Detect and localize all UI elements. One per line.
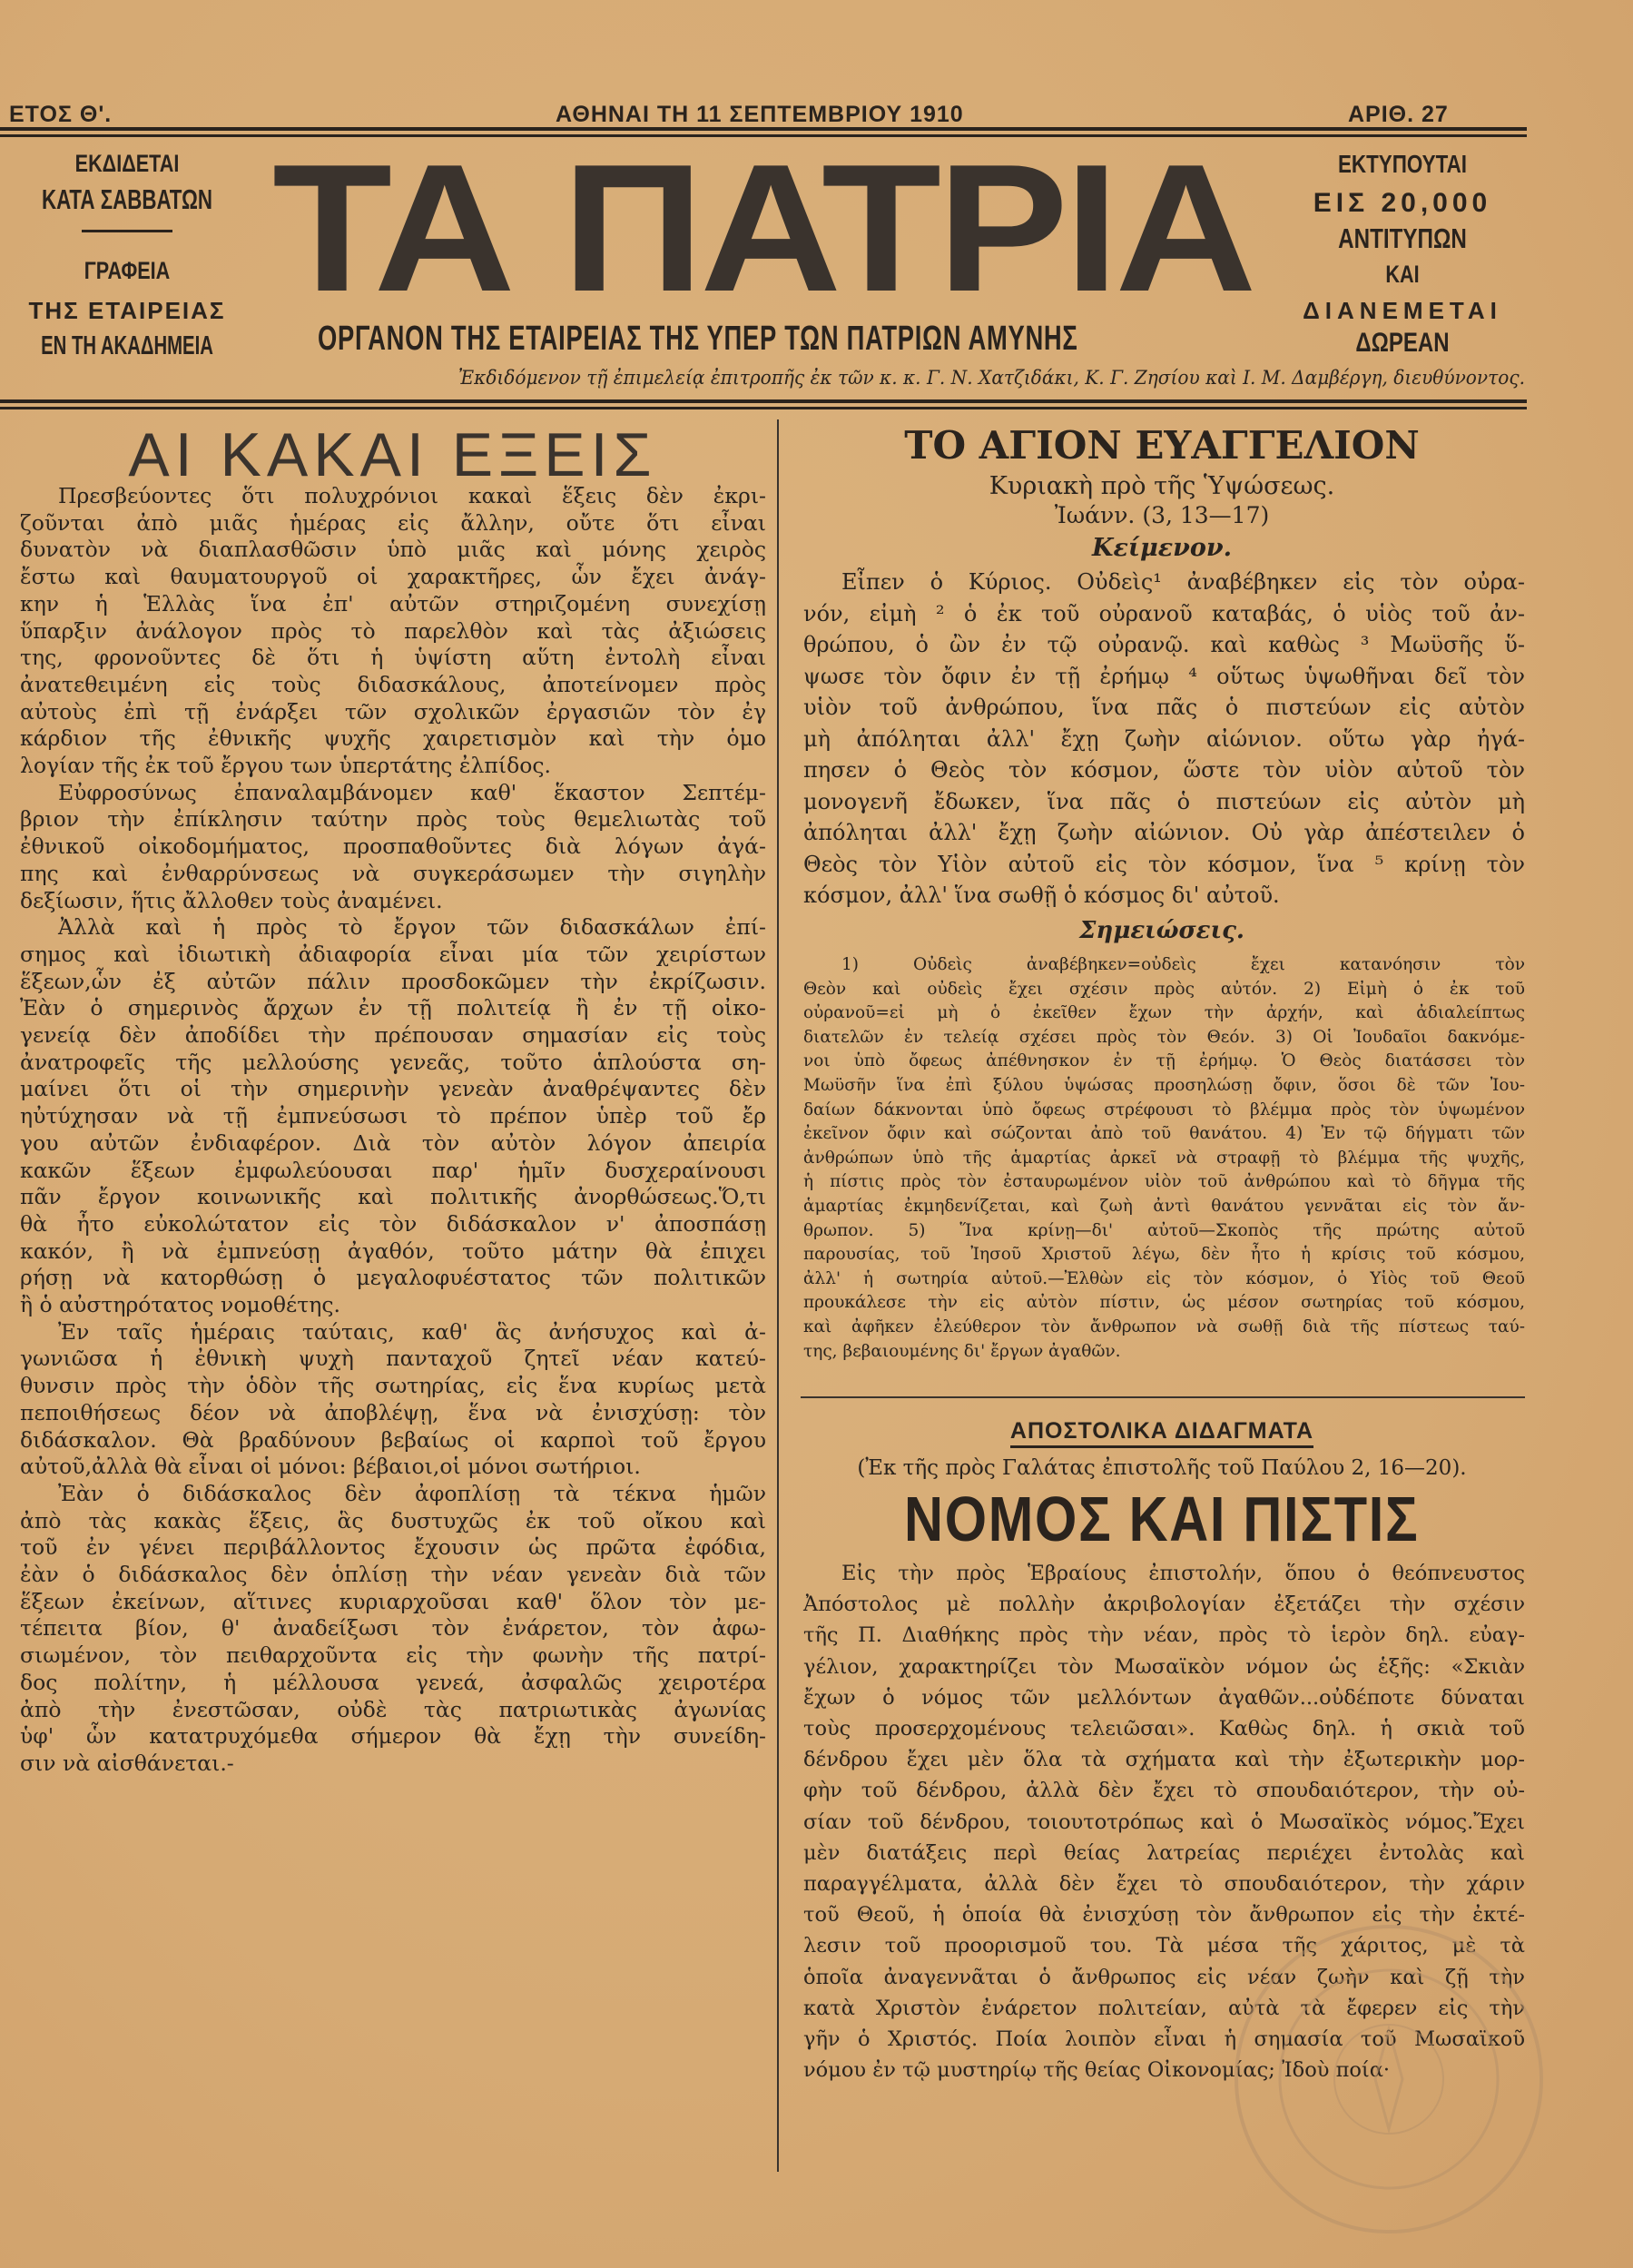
text-line: καὶ ἀφῆκεν ἐλεύθερον τὸν ἄνθρωπον νὰ σωθῇ διὰ τῆς πίστεως ταύ- (803, 1317, 1525, 1336)
text-line: νοι ὑπὸ ὄφεως ἀπέθνησκον ἐν τῇ ἐρήμῳ. Ὁ Θεὸς διατάσσει τὸν (803, 1051, 1525, 1071)
seal-stamp-icon (1230, 1920, 1548, 2238)
text-line: κάρδιον τῆς ἐθνικῆς ψυχῆς χαιρετισμὸν καὶ τὴν ὁμο (20, 725, 766, 752)
text-line: Ἀπόστολος μὲ πολλὴν ἀκριβολογίαν ἐξετάζει τὴν σχέσιν (803, 1593, 1525, 1617)
text-line: κακῶν ἕξεων ἐμφωλεύουσαι παρ' ἡμῖν δυσχεραίνουσι (20, 1157, 766, 1183)
text-line: δαίων δάκνονται ὑπὸ ὄφεως στρέφουσι τὸ βλέμμα πρὸς τὸν ὑψωμένον (803, 1099, 1525, 1119)
text-line: θυνσιν πρὸς τὴν ὁδὸν τῆς σωτηρίας, εἰς ἕνα κυρίως μετὰ (20, 1373, 766, 1399)
text-line: σημος καὶ ἰδιωτικὴ ἀδιαφορία εἶναι μία τῶν χειρίστων (20, 941, 766, 967)
text-line: τοὺς προσερχομένους τελειῶσαι». Καθὼς δηλ. ἡ σκιὰ τοῦ (803, 1717, 1525, 1740)
text-line: γωνιῶσα ἡ ἐθνικὴ ψυχὴ πανταχοῦ ζητεῖ νέαν κατεύ- (20, 1346, 766, 1372)
text-line: ψωσε τὸν ὄφιν ἐν τῇ ἐρήμῳ ⁴ οὕτως ὑψωθῆναι δεῖ τὸν (803, 663, 1525, 689)
text-line: αὐτοὺς ἐπὶ τῇ ἐνάρξει τῶν σχολικῶν ἐργασιῶν τὸν ἐγ (20, 698, 766, 725)
text-line: ἡ πίστις πρὸς τὸν ἐσταυρωμένον υἱὸν τοῦ ἀνθρώπου καὶ τὸ δῆγμα τῆς (803, 1172, 1525, 1192)
text-line: σιν νὰ αἰσθάνεται.- (20, 1750, 234, 1776)
text-line: βριον τὴν ἐπίκλησιν ταύτην πρὸς τοὺς θεμελιωτὰς τοῦ (20, 806, 766, 833)
left-box-line: ΕΚΔΙΔΕΤΑΙ (74, 150, 180, 177)
apostolic-section-label: ΑΠΟΣΤΟΛΙΚΑ ΔΙΔΑΓΜΑΤΑ (1010, 1418, 1313, 1448)
apostolic-title-text: ΝΟΜΟΣ ΚΑΙ ΠΙΣΤΙΣ (904, 1484, 1420, 1554)
text-line: οὐρανοῦ=εἰ μὴ ὁ ἐκεῖθεν ἔχων τὴν ἀρχήν, καὶ ἀδιαλείπτως (803, 1003, 1525, 1023)
text-line: της, φρονοῦντες δὲ ὅτι ἡ ὑψίστη αὕτη ἐντολὴ εἶναι (20, 645, 766, 671)
text-line: πᾶν ἔργον κοινωνικῆς καὶ πολιτικῆς ἀνορθώσεως.Ὅ,τι (20, 1184, 766, 1210)
column-divider (777, 419, 779, 2172)
text-line: μαίνει ὅτι οἱ τὴν σημερινὴν γενεὰν ἀναθρέψαντες δὲν (20, 1076, 766, 1102)
text-line: ἀπὸ τὰς κακὰς ἕξεις, ἃς δυστυχῶς ἐκ τοῦ οἴκου καὶ (20, 1507, 766, 1533)
gospel-title: ΤΟ ΑΓΙΟΝ ΕΥΑΓΓΕΛΙΟΝ (904, 423, 1420, 468)
text-line: ἐκεῖνον ὄφιν καὶ σώζονται ἀπὸ τοῦ θανάτου. 4) Ἐν τῷ δήγματι τῶν (803, 1124, 1525, 1144)
right-box-line: ΚΑΙ (1385, 261, 1420, 288)
notes-heading: Σημειώσεις. (1079, 917, 1244, 944)
text-line: κόσμον, ἀλλ' ἵνα σωθῇ ὁ κόσμος δι' αὐτοῦ. (803, 883, 1280, 908)
text-line: πης καὶ ἐνθαρρύνσεως νὰ συγκεράσωμεν τὴν σιγηλὴν (20, 860, 766, 886)
text-line: ζοῦνται ἀπὸ μιᾶς ἡμέρας εἰς ἄλλην, οὔτε ὅτι εἶναι (20, 509, 766, 536)
article-title: ΑΙ ΚΑΚΑΙ ΕΞΕΙΣ (128, 420, 657, 489)
left-box-divider (82, 230, 172, 232)
text-line: γέλιον, χαρακτηρίζει τὸν Μωσαϊκὸν νόμον ὡς ἑξῆς: «Σκιὰν (803, 1654, 1525, 1679)
left-box-line: ΤΗΣ ΕΤΑΙΡΕΙΑΣ (28, 297, 226, 324)
text-line: δεξίωσιν, ἥτις ἄλλοθεν τοὺς ἀναμένει. (20, 887, 443, 913)
text-line: υἱὸν τοῦ ἀνθρώπου, ἵνα πᾶς ὁ πιστεύων εἰς αὐτὸν (803, 695, 1525, 720)
gospel-reference: Ἰωάνν. (3, 13—17) (1054, 502, 1270, 528)
text-line: ἀνατεθειμένη εἰς τοὺς διδασκάλους, ἀποτείνομεν πρὸς (20, 671, 766, 697)
text-line: 1) Οὐδεὶς ἀναβέβηκεν=οὐδεὶς ἔχει κατανόησιν τὸν (841, 955, 1525, 974)
text-line: Πρεσβεύοντες ὅτι πολυχρόνιοι κακαὶ ἕξεις δὲν ἐκρι- (58, 483, 766, 508)
text-line: τῆς Π. Διαθήκης πρὸς τὴν νέαν, πρὸς τὸ ἱερὸν δηλ. εὐαγ- (803, 1623, 1525, 1648)
text-line: ὁποῖα ἀναγεννᾶται ὁ ἄνθρωπος εἰς νέαν ζωὴν καὶ ζῇ τὴν (803, 1965, 1525, 1989)
right-box-line: ΔΙΑΝΕΜΕΤΑΙ (1303, 297, 1502, 324)
text-line: μὴ ἀπόληται ἀλλ' ἔχῃ ζωὴν αἰώνιον. οὕτω γὰρ ἠγά- (803, 725, 1525, 752)
text-line: Ἀλλὰ καὶ ἡ πρὸς τὸ ἔργον τῶν διδασκάλων ἐπί- (58, 914, 766, 941)
text-line: μὲν διατάξεις περὶ θείας λατρείας περιέχει ἐντολὰς καὶ (803, 1840, 1525, 1865)
text-line: ἐὰν ὁ διδάσκαλος δὲν ὁπλίσῃ τὴν νέαν γενεὰν διὰ τῶν (20, 1562, 766, 1587)
newspaper-title-logo: ΤΑ ΠΑΤΡΙΑ (272, 127, 1254, 330)
text-line: κακόν, ἢ νὰ ἐμπνεύσῃ ἀγαθόν, τοῦτο μάτην θὰ ἐπιχει (20, 1238, 766, 1264)
text-line: θρώπου, ὁ ὢν ἐν τῷ οὐρανῷ. καὶ καθὼς ³ Μωϋσῆς ὕ- (803, 632, 1525, 657)
apostolic-section-heading (799, 1418, 1525, 1445)
issue-number: ΑΡΙΘ. 27 (1348, 102, 1449, 127)
text-line: δος πολίτην, ἡ μέλλουσα γενεά, ἀσφαλῶς χειροτέρα (20, 1669, 766, 1695)
text-line: ἀνθρώπων ὑπὸ τῆς ἁμαρτίας ἀρκεῖ νὰ στραφῇ τὸ βλέμμα τῆς ψυχῆς, (803, 1148, 1525, 1168)
text-line: δένδρου ἔχει μὲν ὅλα τὰ σχήματα καὶ τὴν ἐξωτερικὴν μορ- (803, 1748, 1525, 1772)
text-line: διδάσκαλον. Θὰ βραδύνουν βεβαίως οἱ καρποὶ τοῦ ἔργου (20, 1426, 766, 1453)
text-line: φὴν τοῦ δένδρου, ἀλλὰ δὲν ἔχει τὸ σπουδαιότερον, τὴν οὐ- (803, 1779, 1525, 1803)
circulation-info-box (1271, 150, 1534, 368)
text-line: θὰ ἦτο εὐκολώτατον εἰς τὸν διδάσκαλον ν' ἀποσπάσῃ (20, 1210, 766, 1237)
text-line: σιωμένον, τὸν πειθαρχοῦντα εἰς τὴν φωνὴν τῆς πατρί- (20, 1642, 766, 1669)
text-line: ἐθνικοῦ οἰκοδομήματος, προσπαθοῦντες διὰ λόγων ἀγά- (20, 833, 766, 860)
text-line: της, βεβαιουμένης δι' ἔργων ἀγαθῶν. (803, 1341, 1121, 1361)
apostolic-title (799, 1484, 1525, 1554)
text-line: τοῦ Θεοῦ, ἡ ὁποία θὰ ἐνισχύσῃ τὸν ἄνθρωπον εἰς τὴν ἐκτέ- (803, 1903, 1525, 1928)
text-line: τοῦ ἐν γένει περιβάλλοντος ἔχουσιν ὡς πρῶτα ἐφόδια, (20, 1534, 766, 1561)
text-line: παραγγέλματα, ἀλλὰ δὲν ἔχει τὸ σπουδαιότερον, τὴν χάριν (803, 1872, 1525, 1896)
text-line: γου αὐτῶν ἐνδιαφέρον. Διὰ τὸν αὐτὸν λόγον ἀπειρία (20, 1129, 766, 1156)
text-line: προυκάλεσε τὴν εἰς αὐτὸν πίστιν, ὡς μέσον σωτηρίας τοῦ κόσμου, (803, 1293, 1525, 1313)
right-box-line: ΕΚΤΥΠΟΥΤΑΙ (1337, 150, 1468, 178)
text-line: τέπειτα βίον, θ' ἀναδείξωσι τὸν ἐνάρετον, τὸν ἀφω- (20, 1615, 766, 1642)
text-line: Θεὸν καὶ οὐδεὶς ἔχει σχέσιν πρὸς αὐτόν. 2) Εἰμὴ ὁ ἐκ τοῦ (803, 979, 1525, 999)
text-line: ἢ ὁ αὐστηρότατος νομοθέτης. (20, 1292, 340, 1317)
publication-info-box (0, 150, 254, 368)
text-line: δυνατὸν νὰ διαπλασθῶσιν ὑπὸ μιᾶς καὶ μόνης χειρὸς (20, 537, 766, 563)
text-line: ἀπόληται ἀλλ' ἔχῃ ζωὴν αἰώνιον. Οὐ γὰρ ἀπέστειλεν ὁ (803, 820, 1525, 845)
text-line: ἀλλ' ἡ σωτηρία αὐτοῦ.—Ἐλθὼν εἰς τὸν κόσμον, ὁ Υἱὸς τοῦ Θεοῦ (803, 1268, 1525, 1288)
text-line: λογίαν τῆς ἐκ τοῦ ἔργου των ὑπερτάτης ἐλπίδος. (20, 753, 551, 778)
right-box-line: ΕΙΣ 20,000 (1313, 188, 1492, 218)
text-line: παρουσίας, τοῦ Ἰησοῦ Χριστοῦ λέγω, δὲν ἦτο ἡ κρίσις τοῦ κόσμου, (803, 1245, 1525, 1265)
text-line: πησεν ὁ Θεὸς τὸν κόσμον, ὥστε τὸν υἱὸν αὐτοῦ τὸν (803, 757, 1525, 783)
text-line: ρήσῃ νὰ κατορθώσῃ ὁ μεγαλοφυέστατος τῶν πολιτικῶν (20, 1265, 766, 1291)
right-box-line: ΑΝΤΙΤΥΠΩΝ (1338, 222, 1467, 254)
right-box-line: ΔΩΡΕΑΝ (1355, 328, 1450, 358)
text-line: ὑφ' ὧν κατατρυχόμεθα σήμερον θὰ ἔχῃ τὴν συνείδη- (20, 1723, 766, 1750)
text-line: Θεὸς τὸν Υἱὸν αὐτοῦ εἰς τὸν κόσμον, ἵνα ⁵ κρίνῃ τὸν (803, 851, 1525, 877)
text-line: Ἐὰν ὁ σημερινὸς ἄρχων ἐν τῇ πολιτείᾳ ἢ ἐν τῇ οἰκο- (20, 995, 766, 1021)
text-line: ἔχων ὁ νόμος τῶν μελλόντων ἀγαθῶν...οὐδέποτε δύναται (803, 1685, 1525, 1710)
editors-line: Ἐκδιδόμενον τῇ ἐπιμελείᾳ ἐπιτροπῆς ἐκ τῶν κ. κ. Γ. Ν. Χατζιδάκι, Κ. Γ. Ζησίου καὶ Ι. Μ. Δαμβέργη, διευθύνοντος. (458, 367, 1525, 389)
left-box-line: ΕΝ ΤΗ ΑΚΑΔΗΜΕΙΑ (41, 331, 213, 360)
dateline: ΑΘΗΝΑΙ ΤΗ 11 ΣΕΠΤΕΜΒΡΙΟΥ 1910 (556, 102, 964, 127)
text-line: νόμου ἐν τῷ μυστηρίῳ τῆς θείας Οἰκονομίας; Ἰδοὺ ποία· (803, 2058, 1391, 2083)
text-line: Ἐὰν ὁ διδάσκαλος δὲν ἀφοπλίσῃ τὰ τέκνα ἡμῶν (58, 1480, 766, 1506)
text-line: Εἶπεν ὁ Κύριος. Οὐδεὶς¹ ἀναβέβηκεν εἰς τὸν οὐρα- (841, 569, 1525, 595)
text-line: γενείᾳ δὲν ἀποδίδει τὴν πρέπουσαν σημασίαν εἰς τοὺς (20, 1022, 766, 1048)
text-line: ἕξεων,ὧν ἐξ αὐτῶν πάλιν προσδοκῶμεν τὴν ἐκρίζωσιν. (20, 968, 766, 994)
text-line: Μωϋσῆν ἵνα ἐπὶ ξύλου ὑψώσας προσηλώσῃ ὄφιν, ὅσοι δὲ τῶν Ἰου- (803, 1076, 1525, 1095)
text-line: ἀπὸ τὴν ἐνεστῶσαν, οὐδὲ τὰς πατριωτικὰς ἀγωνίας (20, 1696, 766, 1722)
year-label: ΕΤΟΣ Θ'. (9, 102, 113, 127)
text-line: Εἰς τὴν πρὸς Ἑβραίους ἐπιστολήν, ὅπου ὁ θεόπνευστος (841, 1562, 1525, 1585)
text-line: ἀνατροφεῖς τῆς μελλούσης γενεᾶς, τοῦτο ἁπλούστα ση- (20, 1049, 766, 1075)
gospel-text-heading: Κείμενον. (1092, 534, 1232, 562)
text-line: Εὐφροσύνως ἐπαναλαμβάνομεν καθ' ἕκαστον Σεπτέμ- (58, 779, 766, 805)
text-line: ηὐτύχησαν νὰ τῇ ἐμπνεύσωσι τὸ πρέπον ὑπὲρ τοῦ ἔρ (20, 1103, 766, 1129)
text-line: ὕπαρξιν ἀνάλογον πρὸς τὸ παρελθὸν καὶ τὰς ἀξιώσεις (20, 617, 766, 644)
text-line: μονογενῆ ἔδωκεν, ἵνα πᾶς ὁ πιστεύων εἰς αὐτὸν μὴ (803, 788, 1525, 814)
gospel-subtitle: Κυριακὴ πρὸ τῆς Ὑψώσεως. (989, 472, 1335, 500)
apostolic-source: (Ἐκ τῆς πρὸς Γαλάτας ἐπιστολῆς τοῦ Παύλου 2, 16—20). (857, 1456, 1467, 1480)
text-line: ἔστω καὶ θαυματουργοῦ οἱ χαρακτῆρες, ὧν ἔχει ἀνάγ- (20, 564, 766, 590)
newspaper-subtitle: ΟΡΓΑΝΟΝ ΤΗΣ ΕΤΑΙΡΕΙΑΣ ΤΗΣ ΥΠΕΡ ΤΩΝ ΠΑΤΡΙΩΝ ΑΜΥΝΗΣ (318, 320, 1078, 358)
left-box-line: ΓΡΑΦΕΙΑ (84, 257, 171, 284)
text-line: κην ἡ Ἑλλὰς ἵνα ἐπ' αὐτῶν στηριζομένη συνεχίσῃ (20, 590, 766, 616)
left-box-line: ΚΑΤΑ ΣΑΒΒΑΤΩΝ (42, 183, 212, 215)
text-line: κατὰ Χριστὸν ἐνάρετον πολιτείαν, αὐτὰ τὰ ἔφερεν εἰς τὴν (803, 1996, 1525, 2020)
section-divider (801, 1396, 1525, 1398)
text-line: πεποιθήσεως δέον νὰ ἀποβλέψῃ, ἕνα νὰ ἐνισχύσῃ: τὸν (20, 1399, 766, 1425)
text-line: σίαν τοῦ δένδρου, τοιουτοτρόπως καὶ ὁ Μωσαϊκὸς νόμος.Ἔχει (803, 1809, 1525, 1834)
text-line: λεσιν τοῦ προορισμοῦ του. Τὰ μέσα τῆς χάριτος, μὲ τὰ (803, 1934, 1525, 1958)
text-line: γῆν ὁ Χριστός. Ποία λοιπὸν εἶναι ἡ σημασία τοῦ Μωσαϊκοῦ (803, 2027, 1525, 2051)
text-line: ἕξεων ἐκείνων, αἵτινες κυριαρχοῦσαι καθ' ὅλον τὸν με- (20, 1588, 766, 1614)
text-line: διατελῶν ἐν τελείᾳ σχέσει πρὸς τὸν Θεόν. 3) Οἱ Ἰουδαῖοι δακνόμε- (803, 1027, 1525, 1047)
masthead-bottom-rule (0, 399, 1527, 409)
text-line: αὐτοῦ,ἀλλὰ θὰ εἶναι οἱ μόνοι: βέβαιοι,οἱ μόνοι σωτήριοι. (20, 1454, 641, 1480)
text-line: Ἐν ταῖς ἡμέραις ταύταις, καθ' ἃς ἀνήσυχος καὶ ἀ- (58, 1318, 766, 1345)
text-line: ἁμαρτίας ἐκμηδενίζεται, καὶ ζωὴ ἀντὶ θανάτου γεννᾶται εἰς τὸν ἄν- (803, 1197, 1525, 1216)
text-line: νόν, εἰμὴ ² ὁ ἐκ τοῦ οὐρανοῦ καταβάς, ὁ υἱὸς τοῦ ἀν- (803, 600, 1525, 626)
text-line: θρωπον. 5) Ἵνα κρίνῃ—δι' αὐτοῦ—Σκοπὸς τῆς πρώτης αὐτοῦ (803, 1220, 1525, 1240)
